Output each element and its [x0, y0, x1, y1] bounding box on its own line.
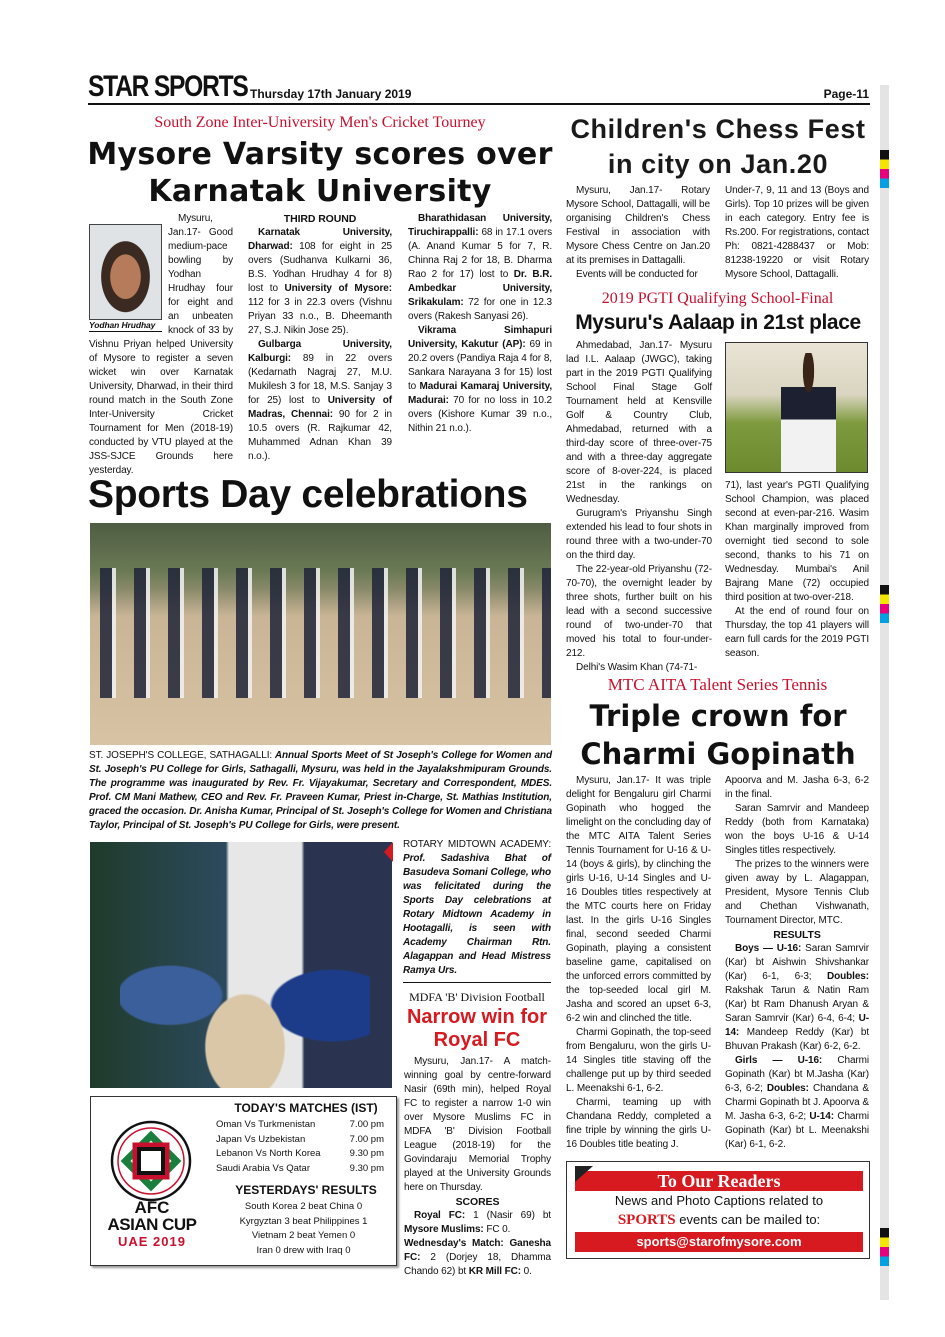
color-swatches-bottom [880, 1228, 889, 1266]
cricket-headline: Mysore Varsity scores over Karnatak University [87, 137, 553, 209]
tennis-kicker: MTC AITA Talent Series Tennis [607, 675, 828, 694]
tennis-paragraph: Saran Samrvir and Mandeep Reddy (both from Karnataka) won the boys U-16 & U-14 Singles titles respectively. [725, 803, 869, 856]
chess-paragraph: Mysuru, Jan.17- Rotary Mysore School, Dattagalli, will be organising Children's Chess Festival in association with Mysore Chess Centre on Jan.20 at its premises in Dattagalli. [566, 185, 710, 266]
afc-logo-line: ASIAN CUP [107, 1215, 197, 1234]
tennis-result [725, 942, 869, 1054]
bold-text-run: Doubles: [766, 1083, 809, 1094]
golf-col1 [566, 339, 712, 675]
text-run: Charmi Gopinath (Kar) bt L. Meenakshi (Kar) 6-1, 6-2. [725, 1111, 869, 1150]
round-heading: THIRD ROUND [283, 213, 357, 225]
text-run: 68 in 17.1 overs (A. Anand Kumar 5 for 7, R. Chinna Raj 2 for 18, B. Dharma Rao 2 for 17) lost to [408, 227, 552, 280]
match-row [216, 1162, 384, 1177]
readers-email[interactable]: sports@starofmysore.com [636, 1234, 802, 1249]
registration-bar [880, 85, 889, 1300]
result-paragraph [408, 212, 552, 324]
tennis-result [725, 1054, 869, 1152]
cricket-kicker: South Zone Inter-University Men's Cricket Tourney [154, 114, 486, 131]
caption-text: Prof. Sadashiva Bhat of Basudeva Somani College, who was felicitated during the Sports Day celebrations at Rotary Midtown Academy in Hootagalli, is seen with Academy Chairman Rtn. Alagappan and Head Mistress Ramya Urs. [403, 853, 551, 976]
match-row [216, 1133, 384, 1148]
sportsday-headline: Sports Day celebrations [88, 473, 528, 516]
text-run: 89 in 22 overs (Kedarnath Nagraj 27, M.U. Mukilesh 3 for 18, M.S. Sanjay 3 for 25) lost to [248, 353, 392, 406]
sports-word: SPORTS [617, 1212, 676, 1228]
readers-corner [575, 1166, 593, 1182]
match-teams: Japan Vs Uzbekistan [216, 1133, 306, 1145]
bold-text-run: University of Madras, Chennai: [248, 395, 392, 420]
cricket-col1 [89, 212, 233, 478]
bold-text-run: University of Mysore: [284, 283, 392, 294]
color-swatches-top [880, 150, 889, 188]
tennis-headline: Triple crown for Charmi Gopinath [580, 699, 856, 771]
afc-logo-line: UAE 2019 [118, 1234, 186, 1249]
today-heading: TODAY'S MATCHES (IST) [234, 1101, 378, 1115]
marching-students [90, 568, 551, 698]
text-run: 70 for no loss in 10.2 overs (Kishore Kumar 39 n.o., Nithin 21 n.o.). [408, 395, 552, 434]
golf-kicker: 2019 PGTI Qualifying School-Final [601, 290, 834, 307]
afc-logo-text [93, 1199, 211, 1250]
golf-paragraph: Gurugram's Priyanshu Singh extended his lead to four shots in round three with a two-under-70 on the third day. [566, 508, 712, 561]
football-kicker: MDFA 'B' Division Football [409, 990, 545, 1004]
afc-logo-line: AFC [134, 1198, 170, 1217]
tennis-col1 [566, 774, 711, 1152]
text-run: 112 for 3 in 22.3 overs (Vishnu Priyan 33 n.o., B. Dheemanth 27, S.J. Nikin Jose 25). [248, 297, 392, 336]
text-run: 108 for eight in 25 overs (Sudhanva Kulkarni 36, B.S. Yodhan Hrudhay 4 for 8) lost to [248, 241, 392, 294]
scores-heading: SCORES [455, 1196, 500, 1208]
bold-text-run: Bharathidasan University, Tiruchirappalli: [408, 213, 552, 238]
cricket-col2 [248, 212, 392, 464]
golf-headline: Mysuru's Aalaap in 21st place [575, 311, 861, 334]
tennis-paragraph: The prizes to the winners were given away by L. Alagappan, President, Mysore Tennis Club and Chethan Vishwanath, Tournament Director, MTC. [725, 859, 869, 926]
results-heading: YESTERDAYS' RESULTS [235, 1183, 377, 1197]
golf-paragraph: At the end of round four on Thursday, the top 41 players will earn full cards for the 2019 PGTI season. [725, 606, 869, 659]
masthead-title: STAR SPORTS [88, 70, 248, 103]
football-paragraph: Mysuru, Jan.17- A match-winning goal by centre-forward Nasir (69th min), helped Royal FC to register a narrow 1-0 win over Mysore Muslims FC in MDFA 'B' Division Football League (2018-19) for the Govindaraju Memorial Trophy played at the University Grounds here on Thursday. [404, 1056, 551, 1193]
match-time: 7.00 pm [349, 1119, 384, 1130]
afc-logo-emblem [109, 1119, 193, 1203]
text-run: Charmi Gopinath (Kar) bt M.Jasha (Kar) 6-3, 6-2; [725, 1055, 869, 1094]
player-photo-caption: Yodhan Hrudhay [89, 320, 162, 332]
result-row: Kyrgyztan 3 beat Philippines 1 [239, 1215, 368, 1227]
email-bar [575, 1232, 863, 1252]
masthead-date: Thursday 17th January 2019 [250, 87, 412, 101]
rotary-caption [403, 838, 551, 983]
text-run: Rakshak Tarun & Natin Ram (Kar) bt Ram Dhanush Aryan & Saran Samrvir (Kar) 6-4, 6-4; [725, 985, 869, 1024]
yesterday-results [216, 1200, 391, 1258]
tennis-paragraph: Charmi, teaming up with Chandana Reddy, completed a fine triple by winning the girls U-16 Doubles title beating J. [566, 1097, 711, 1150]
today-matches [216, 1118, 384, 1176]
result-row: Iran 0 drew with Iraq 0 [256, 1244, 351, 1256]
chess-paragraph: Under-7, 9, 11 and 13 (Boys and Girls). Top 10 prizes will be given in each category. Entry fee is Rs.200. For registrations, contact Ph: 0821-4288437 or Mob: 81238-19220 or visit Rotary Mysore School, Dattagalli. [725, 185, 869, 280]
page-number: Page-11 [823, 87, 869, 101]
rotary-photo [90, 842, 392, 1088]
color-swatches-mid [880, 585, 889, 623]
bold-text-run: Dr. B.R. Ambedkar University, Srikakulam: [408, 269, 552, 308]
match-row [216, 1118, 384, 1133]
felicitation-group [120, 882, 370, 1088]
golf-paragraph: 71), last year's PGTI Qualifying School Champion, was placed second at even-par-216. Wasim Khan marginally improved from overnight tied second to sole second, thanks to his 71 on Wednesday. Mumbai's Anil Bajrang Mane (72) occupied third position at two-over-218. [725, 480, 869, 603]
caption-lead: ROTARY MIDTOWN ACADEMY: [403, 839, 551, 850]
tennis-results-heading: RESULTS [773, 929, 821, 941]
match-teams: Oman Vs Turkmenistan [216, 1119, 316, 1130]
match-row [216, 1147, 384, 1162]
result-row: Vietnam 2 beat Yemen 0 [251, 1230, 356, 1241]
rotary-photo-marker [384, 842, 393, 862]
text-run: 0. [521, 1266, 532, 1277]
bold-text-run: KR Mill FC: [468, 1266, 521, 1277]
tennis-paragraph: Charmi Gopinath, the top-seed from Bengaluru, won the girls U-14 Singles title staving off the challenge put up by third seeded L. Meenakshi 6-1, 6-2. [566, 1027, 711, 1094]
text-run: 90 for 2 in 10.5 overs (R. Rajkumar 42, Muhammed Adnan Khan 39 n.o.). [248, 409, 393, 462]
bold-text-run: Gulbarga University, Kalburgi: [248, 339, 392, 364]
text-run: Mandeep Reddy (Kar) bt Bhuvan Prakash (Kar) 6-2, 6-2. [725, 1027, 869, 1052]
bold-text-run: Mysore Muslims: [404, 1224, 484, 1235]
tennis-paragraph: Apoorva and M. Jasha 6-3, 6-2 in the final. [725, 775, 869, 800]
readers-line2-text: events can be mailed to: [675, 1212, 821, 1227]
golfer-figure [781, 353, 836, 473]
text-run: 2 (Dorjey 18, Dhamma Chando 62) bt [404, 1252, 551, 1277]
chess-headline: Children's Chess Fest in city on Jan.20 [570, 114, 866, 179]
bold-text-run: Karnatak University, Dharwad: [248, 227, 392, 252]
readers-box [566, 1161, 870, 1259]
tennis-paragraph: Mysuru, Jan.17- It was triple delight for Bengaluru girl Charmi Gopinath who hogged the limelight on the concluding day of the MTC AITA Talent Series Tennis Tournament for U-16 & U-14 (boys & girls), by clinching the girls U-16, U-14 Singles and U-16 Doubles titles respectively at the MTC courts here on Friday last. In the girls U-16 Singles final, second seeded Charmi Gopinath, playing a consistent baseline game, capitalised on the unforced errors committed by the top-seeded local girl M. Jasha and scored an upset 6-3, 6-2 win and clinched the title. [566, 775, 711, 1024]
football-headline: Narrow win for Royal FC [406, 1006, 547, 1051]
readers-line2 [567, 1212, 871, 1229]
sportsday-caption [89, 749, 552, 833]
match-teams: Lebanon Vs North Korea [216, 1148, 321, 1159]
bold-text-run: Madurai Kamaraj University, Madurai: [408, 381, 552, 406]
match-time: 7.00 pm [349, 1133, 384, 1145]
tennis-col2 [725, 774, 869, 1152]
chess-col1 [566, 184, 710, 282]
bold-text-run: Royal FC: [414, 1210, 466, 1221]
masthead-rule [88, 103, 870, 105]
readers-line1: News and Photo Captions related to [614, 1193, 824, 1208]
sportsday-photo [90, 523, 551, 745]
caption-text: Annual Sports Meet of St Joseph's College for Women and St. Joseph's PU College for Girls, Sathagalli, Mysuru, was held in the Jayalakshmipuram Grounds. The programme was inaugurated by Rev. Fr. Vijayakumar, Secretary and Correspondent, MDES. Prof. CM Mani Mathew, CEO and Rev. Fr. Praveen Kumar, Priest in-Charge, St. Mathias Institution, graced the occasion. Dr. Anisha Kumar, Principal of St. Joseph's College for Women and Christiana Taylor, Principal of St. Joseph's PU College for Girls, were present. [89, 750, 552, 831]
golf-paragraph: Ahmedabad, Jan.17- Mysuru lad I.L. Aalaap (JWGC), taking part in the 2019 PGTI Qualifying School Final Stage Golf Tournament held at Kensville Golf & Country Club, Ahmedabad, returned with a third-day score of three-over-75 and with a three-day aggregate score of 8-over-224, is placed 21st in the rankings on Wednesday. [566, 340, 712, 505]
score-line [404, 1237, 551, 1279]
result-paragraph [248, 226, 392, 338]
readers-title: To Our Readers [657, 1171, 781, 1191]
match-time: 9.30 pm [349, 1162, 384, 1174]
player-photo [89, 224, 162, 332]
bold-text-run: Vikrama Simhapuri University, Kakutur (AP): [408, 325, 552, 350]
golf-col2 [725, 479, 869, 661]
caption-lead: ST. JOSEPH'S COLLEGE, SATHAGALLI: [89, 750, 273, 761]
bold-text-run: Girls — U-16: [735, 1055, 823, 1066]
text-run: 72 for one in 12.3 overs (Rakesh Sanyasi 26). [408, 297, 552, 322]
bold-text-run: U-14: [725, 1013, 869, 1038]
result-paragraph [248, 338, 392, 464]
golfer-photo [725, 342, 868, 473]
text-run: Chandana & Charmi Gopinath bt J. Apoorva & M. Jasha 6-3, 6-2; [725, 1083, 869, 1122]
score-line [404, 1209, 551, 1237]
readers-title-bar [575, 1171, 863, 1191]
result-row: South Korea 2 beat China 0 [244, 1201, 363, 1212]
text-run: FC 0. [483, 1224, 511, 1235]
player-photo-image [89, 224, 162, 320]
afc-box [90, 1096, 397, 1266]
cricket-intro: Mysuru, Jan.17- Good medium-pace bowling by Yodhan Hrudhay four for eight and an unbeaten knock of 33 by Vishnu Priyan helped University of Mysore to register a seven wicket win over Karnatak University, Dharwad, in their third round match in the South Zone Inter-University Cricket Tournament for Men (2018-19) conducted by VTU played at the JSS-SJCE Grounds here yesterday. [89, 213, 233, 476]
bold-text-run: Wednesday's Match: Ganesha FC: [404, 1238, 551, 1263]
result-paragraph [408, 324, 552, 436]
football-body [404, 1055, 551, 1279]
bold-text-run: U-14: [809, 1111, 834, 1122]
golf-paragraph: The 22-year-old Priyanshu (72-70-70), the overnight leader by three shots, further built on his lead with a second successive round of two-under-70 that moved his total to four-under-212. [566, 564, 712, 659]
match-teams: Saudi Arabia Vs Qatar [216, 1162, 310, 1174]
text-run: Saran Samrvir (Kar) bt Aishwin Shivshankar (Kar) 6-1, 6-3; [725, 943, 869, 982]
cricket-col3 [408, 212, 552, 436]
bold-text-run: Boys — U-16: [735, 943, 802, 954]
bold-text-run: Doubles: [827, 971, 869, 982]
chess-col2 [725, 184, 869, 282]
golf-paragraph: Delhi's Wasim Khan (74-71- [576, 662, 698, 673]
chess-paragraph: Events will be conducted for [576, 269, 698, 280]
text-run: 1 (Nasir 69) bt [465, 1210, 551, 1221]
text-run: 69 in 20.2 overs (Pandiya Raja 4 for 8, Sankara Narayana 3 for 15) lost to [408, 339, 552, 392]
match-time: 9.30 pm [349, 1148, 384, 1159]
